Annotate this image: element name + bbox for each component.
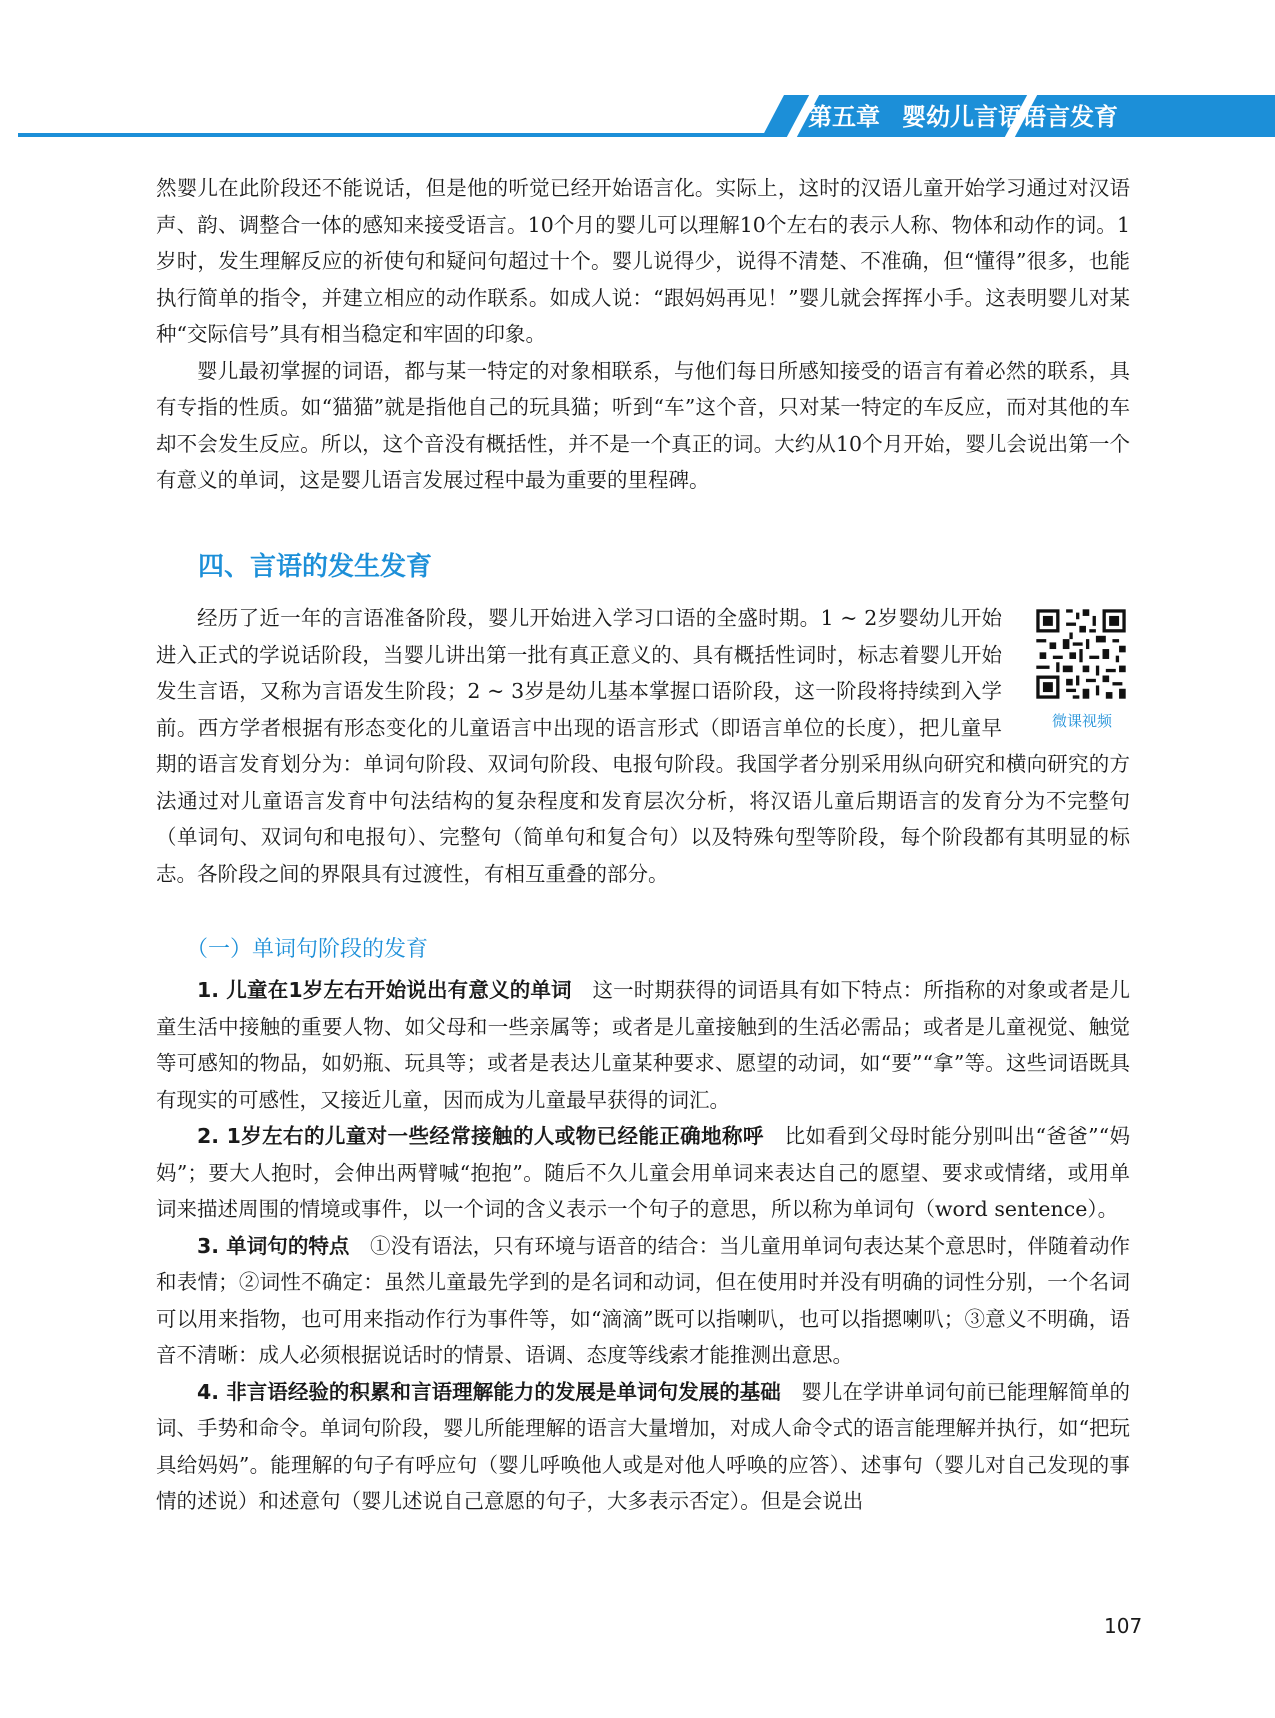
points-text <box>156 972 1130 1520</box>
point-heading: 3. 单词句的特点 <box>197 1233 350 1258</box>
qr-caption: 微课视频 <box>1051 712 1112 730</box>
running-header <box>808 101 1118 133</box>
subsection-heading: （一）单词句阶段的发育 <box>186 937 429 962</box>
point-text: 这一时期获得的词语具有如下特点：所指称的对象或者是儿童生活中接触的重要人物、如父母和一些亲属等；或者是儿童接触到的生活必需品；或者是儿童视觉、触觉等可感知的物品，如奶瓶、玩具等；或者是表达儿童某种要求、愿望的动词，如“要”“拿”等。这些词语既具有现实的可感性，又接近儿童，因而成为儿童最早获得的词汇。 <box>156 978 1131 1112</box>
chapter-number: 第五章 <box>808 103 880 131</box>
intro-text <box>156 170 1130 499</box>
page-number: 107 <box>1104 1614 1143 1638</box>
chapter-title: 婴幼儿言语语言发育 <box>902 103 1118 131</box>
point-text: 婴儿在学讲单词句前已能理解简单的词、手势和命令。单词句阶段，婴儿所能理解的语言大量增加，对成人命令式的语言能理解并执行，如“把玩具给妈妈”。能理解的句子有呼应句（婴儿呼唤他人或是对他人呼唤的应答）、述事句（婴儿对自己发现的事情的述说）和述意句（婴儿述说自己意愿的句子，大多表示否定）。但是会说出 <box>156 1379 1131 1513</box>
point-paragraph <box>156 1118 1130 1228</box>
paragraph: 婴儿最初掌握的词语，都与某一特定的对象相联系，与他们每日所感知接受的语言有着必然的联系，具有专指的性质。如“猫猫”就是指他自己的玩具猫；听到“车”这个音，只对某一特定的车反应，而对其他的车却不会发生反应。所以，这个音没有概括性，并不是一个真正的词。大约从10个月开始，婴儿会说出第一个有意义的单词，这是婴儿语言发展过程中最为重要的里程碑。 <box>156 358 1130 492</box>
point-heading: 2. 1岁左右的儿童对一些经常接触的人或物已经能正确地称呼 <box>197 1124 764 1148</box>
paragraph: 然婴儿在此阶段还不能说话，但是他的听觉已经开始语言化。实际上，这时的汉语儿童开始学习通过对汉语声、韵、调整合一体的感知来接受语言。10个月的婴儿可以理解10个左右的表示人称、物体和动作的词。1岁时，发生理解反应的祈使句和疑问句超过十个。婴儿说得少，说得不清楚、不准确，但“懂得”很多，也能执行简单的指令，并建立相应的动作联系。如成人说：“跟妈妈再见！”婴儿就会挥挥小手。这表明婴儿对某种“交际信号”具有相当稳定和牢固的印象。 <box>156 176 1130 346</box>
qr-code-block[interactable] <box>1027 606 1137 731</box>
section-text <box>156 600 1130 892</box>
section-heading: 四、言语的发生发育 <box>198 552 433 582</box>
qr-code-icon[interactable] <box>1033 606 1129 702</box>
point-paragraph <box>156 1374 1130 1520</box>
paragraph: 经历了近一年的言语准备阶段，婴儿开始进入学习口语的全盛时期。1 ~ 2岁婴幼儿开始进入正式的学说话阶段，当婴儿讲出第一批有真正意义的、具有概括性词时，标志着婴儿开始发生言语，又称为言语发生阶段；2 ~ 3岁是幼儿基本掌握口语阶段，这一阶段将持续到入学前。西方学者根据有形态变化的儿童语言中出现的语言形式（即语言单位的长度），把儿童早期的语言发育划分为：单词句阶段、双词句阶段、电报句阶段。我国学者分别采用纵向研究和横向研究的方法通过对儿童语言发育中句法结构的复杂程度和发育层次分析，将汉语儿童后期语言的发育分为不完整句（单词句、双词句和电报句）、完整句（简单句和复合句）以及特殊句型等阶段，每个阶段都有其明显的标志。各阶段之间的界限具有过渡性，有相互重叠的部分。 <box>156 606 1130 886</box>
point-text: ①没有语法，只有环境与语音的结合：当儿童用单词句表达某个意思时，伴随着动作和表情；②词性不确定：虽然儿童最先学到的是名词和动词，但在使用时并没有明确的词性分别，一个名词可以用来指物，也可用来指动作行为事件等，如“滴滴”既可以指喇叭，也可以指摁喇叭；③意义不明确，语音不清晰：成人必须根据说话时的情景、语调、态度等线索才能推测出意思。 <box>156 1233 1130 1367</box>
point-heading: 1. 儿童在1岁左右开始说出有意义的单词 <box>197 978 572 1002</box>
point-heading: 4. 非言语经验的积累和言语理解能力的发展是单词句发展的基础 <box>197 1379 781 1404</box>
point-paragraph <box>156 1228 1130 1374</box>
point-paragraph <box>156 972 1130 1118</box>
point-text: 比如看到父母时能分别叫出“爸爸”“妈妈”；要大人抱时，会伸出两臂喊“抱抱”。随后不久儿童会用单词来表达自己的愿望、要求或情绪，或用单词来描述周围的情境或事件，以一个词的含义表示一个句子的意思，所以称为单词句（word sentence）。 <box>156 1124 1130 1221</box>
